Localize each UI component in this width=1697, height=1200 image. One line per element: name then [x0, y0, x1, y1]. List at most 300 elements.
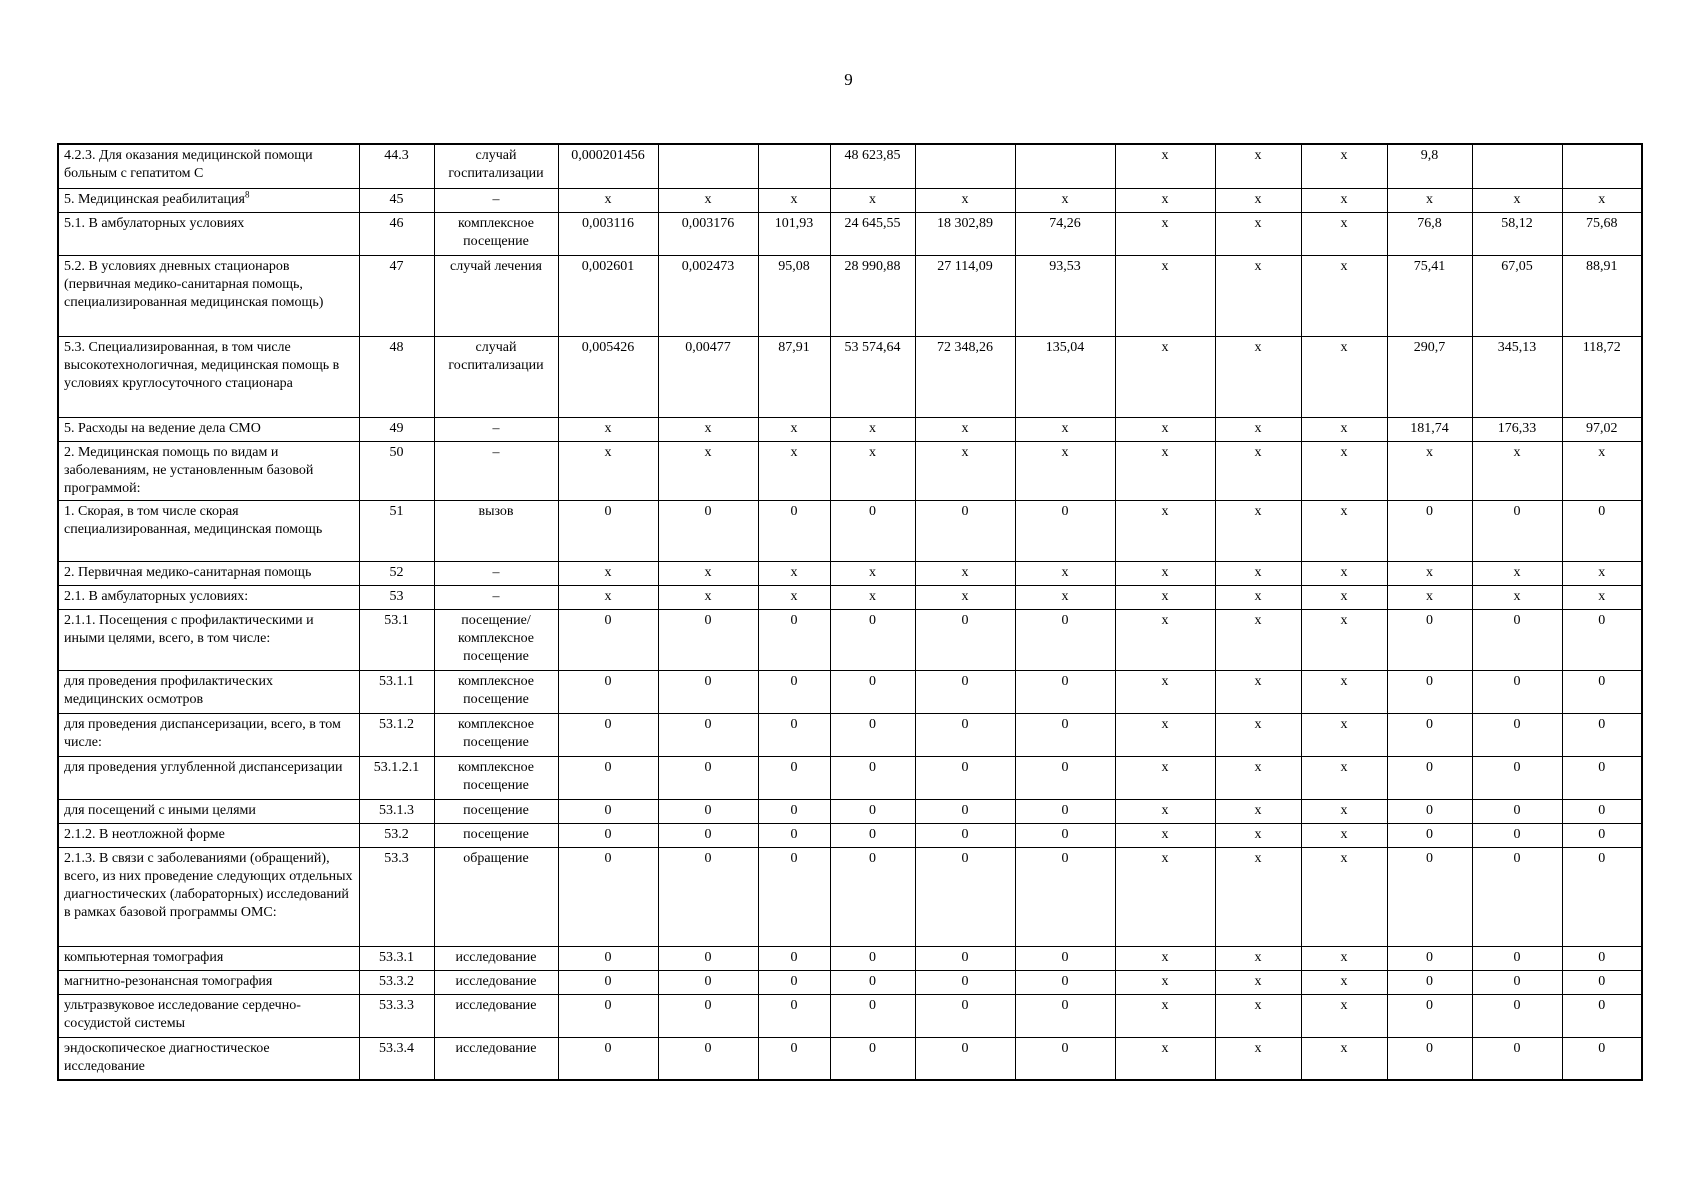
table-row [58, 500, 1642, 561]
row-name-cell [58, 585, 359, 609]
value-cell: х [1301, 585, 1387, 609]
value-cell: х [1215, 847, 1301, 946]
value-cell: 0 [830, 500, 915, 561]
table-row [58, 756, 1642, 799]
value-cell: 176,33 [1472, 417, 1562, 441]
value-cell: 0 [830, 670, 915, 713]
value-cell: 0 [1015, 670, 1115, 713]
value-cell: 24 645,55 [830, 212, 915, 255]
value-cell: 0,002601 [558, 255, 658, 336]
value-cell: х [1115, 847, 1215, 946]
value-cell: х [658, 188, 758, 212]
value-cell: 0 [1015, 847, 1115, 946]
value-cell: 0 [830, 713, 915, 756]
value-cell: 0 [1472, 823, 1562, 847]
value-cell: х [1215, 144, 1301, 188]
value-cell: х [1115, 255, 1215, 336]
value-cell: х [558, 417, 658, 441]
value-cell: х [1115, 561, 1215, 585]
value-cell: х [1215, 441, 1301, 500]
value-cell: 0 [1472, 1037, 1562, 1080]
value-cell: 0 [1015, 713, 1115, 756]
row-name-cell [58, 188, 359, 212]
value-cell: 0 [558, 713, 658, 756]
value-cell: 0 [758, 799, 830, 823]
row-unit-cell: – [434, 188, 558, 212]
value-cell: х [1301, 441, 1387, 500]
value-cell: 0 [1562, 609, 1642, 670]
value-cell: 72 348,26 [915, 336, 1015, 417]
value-cell: х [1301, 144, 1387, 188]
row-name: для проведения профилактических медицинских осмотров [64, 673, 273, 707]
value-cell: 0 [658, 1037, 758, 1080]
value-cell: 0 [1015, 946, 1115, 970]
value-cell: х [1387, 585, 1472, 609]
value-cell: 9,8 [1387, 144, 1472, 188]
value-cell: 0 [1472, 994, 1562, 1037]
value-cell: х [1115, 994, 1215, 1037]
value-cell: 0 [558, 823, 658, 847]
value-cell: 0 [830, 823, 915, 847]
value-cell: х [1115, 970, 1215, 994]
table-row [58, 417, 1642, 441]
value-cell: 0 [1472, 756, 1562, 799]
row-name: 2. Первичная медико-санитарная помощь [64, 564, 312, 580]
value-cell: х [1215, 609, 1301, 670]
value-cell: 0 [915, 847, 1015, 946]
value-cell: 53 574,64 [830, 336, 915, 417]
value-cell: х [1472, 188, 1562, 212]
value-cell: 118,72 [1562, 336, 1642, 417]
value-cell: 0 [1387, 799, 1472, 823]
value-cell: х [915, 188, 1015, 212]
row-unit-cell: вызов [434, 500, 558, 561]
row-name-cell [58, 561, 359, 585]
row-code-cell: 50 [359, 441, 434, 500]
value-cell: х [1115, 417, 1215, 441]
value-cell: 0 [1015, 823, 1115, 847]
row-code-cell: 53.1 [359, 609, 434, 670]
value-cell: х [1115, 336, 1215, 417]
row-name: 2.1.3. В связи с заболеваниями (обращений), всего, из них проведение следующих отдельных диагностических (лабораторных) исследований в рамках базовой программы ОМС: [64, 850, 353, 920]
row-name-cell [58, 670, 359, 713]
value-cell: 0,000201456 [558, 144, 658, 188]
value-cell: 0 [658, 799, 758, 823]
row-code-cell: 47 [359, 255, 434, 336]
value-cell: х [1215, 1037, 1301, 1080]
row-name: ультразвуковое исследование сердечно-сосудистой системы [64, 997, 301, 1031]
value-cell: х [1301, 188, 1387, 212]
value-cell: х [1301, 823, 1387, 847]
value-cell: 0,005426 [558, 336, 658, 417]
value-cell: х [1115, 500, 1215, 561]
value-cell: х [1215, 823, 1301, 847]
value-cell: 0 [658, 500, 758, 561]
value-cell: 0 [1472, 946, 1562, 970]
table-row [58, 188, 1642, 212]
table-row [58, 799, 1642, 823]
table-row [58, 609, 1642, 670]
value-cell: 58,12 [1472, 212, 1562, 255]
value-cell: 0 [758, 970, 830, 994]
value-cell: 0 [558, 847, 658, 946]
row-unit-cell: – [434, 585, 558, 609]
value-cell: 345,13 [1472, 336, 1562, 417]
value-cell: 88,91 [1562, 255, 1642, 336]
value-cell: х [830, 441, 915, 500]
row-name: 5. Медицинская реабилитация [64, 191, 245, 207]
row-name-cell [58, 946, 359, 970]
value-cell: 0 [1562, 946, 1642, 970]
table-row [58, 946, 1642, 970]
value-cell: х [1301, 847, 1387, 946]
value-cell: 0 [1472, 609, 1562, 670]
value-cell: 0 [1472, 670, 1562, 713]
row-code-cell: 53.1.1 [359, 670, 434, 713]
value-cell: 0 [658, 970, 758, 994]
value-cell: 0 [558, 994, 658, 1037]
value-cell: х [1215, 713, 1301, 756]
row-code-cell: 48 [359, 336, 434, 417]
row-name-cell [58, 336, 359, 417]
row-code-cell: 49 [359, 417, 434, 441]
value-cell: 0 [758, 994, 830, 1037]
table-row [58, 212, 1642, 255]
table-row [58, 1037, 1642, 1080]
row-unit-cell: посещение [434, 823, 558, 847]
row-name: 2.1.2. В неотложной форме [64, 826, 225, 842]
value-cell: 0 [830, 799, 915, 823]
value-cell: х [1115, 1037, 1215, 1080]
value-cell: х [658, 417, 758, 441]
row-unit-cell: комплексное посещение [434, 670, 558, 713]
value-cell: х [1015, 188, 1115, 212]
value-cell: 0 [758, 847, 830, 946]
table-row [58, 255, 1642, 336]
value-cell: х [1115, 713, 1215, 756]
value-cell: 0 [658, 756, 758, 799]
row-name-cell [58, 713, 359, 756]
row-name-cell [58, 500, 359, 561]
row-name: 5.3. Специализированная, в том числе высокотехнологичная, медицинская помощь в условиях круглосуточного стационара [64, 339, 340, 391]
value-cell [1562, 144, 1642, 188]
value-cell: х [1301, 417, 1387, 441]
value-cell: 0 [915, 970, 1015, 994]
value-cell: 0 [758, 1037, 830, 1080]
value-cell: х [915, 561, 1015, 585]
value-cell: 0 [558, 609, 658, 670]
value-cell: х [1387, 561, 1472, 585]
row-unit-cell: случай госпитализации [434, 336, 558, 417]
value-cell: 0 [658, 994, 758, 1037]
row-name-cell [58, 970, 359, 994]
value-cell: х [658, 441, 758, 500]
row-unit-cell: посещение/ комплексное посещение [434, 609, 558, 670]
value-cell: 0 [915, 946, 1015, 970]
value-cell: 0 [1562, 970, 1642, 994]
value-cell: х [558, 585, 658, 609]
row-code-cell: 51 [359, 500, 434, 561]
value-cell: 0 [1562, 994, 1642, 1037]
value-cell: 0 [1387, 713, 1472, 756]
row-unit-cell: исследование [434, 970, 558, 994]
value-cell: 0 [1562, 1037, 1642, 1080]
value-cell: 95,08 [758, 255, 830, 336]
value-cell: х [1115, 609, 1215, 670]
value-cell: 0,003176 [658, 212, 758, 255]
value-cell: х [558, 561, 658, 585]
row-name-cell [58, 255, 359, 336]
row-name-cell [58, 212, 359, 255]
value-cell: 0 [1562, 670, 1642, 713]
row-unit-cell: – [434, 441, 558, 500]
value-cell: х [1115, 188, 1215, 212]
table-body [58, 144, 1642, 1080]
value-cell: 18 302,89 [915, 212, 1015, 255]
row-unit-cell: исследование [434, 1037, 558, 1080]
value-cell: 0 [658, 946, 758, 970]
value-cell: 67,05 [1472, 255, 1562, 336]
value-cell: х [1015, 585, 1115, 609]
row-code-cell: 53.1.2.1 [359, 756, 434, 799]
table-row [58, 144, 1642, 188]
value-cell: 290,7 [1387, 336, 1472, 417]
row-code-cell: 53 [359, 585, 434, 609]
table-row [58, 441, 1642, 500]
value-cell: х [658, 585, 758, 609]
value-cell: 27 114,09 [915, 255, 1015, 336]
value-cell: х [915, 585, 1015, 609]
value-cell: 0 [1387, 847, 1472, 946]
value-cell: 0 [1387, 500, 1472, 561]
row-unit-cell: случай лечения [434, 255, 558, 336]
value-cell: 28 990,88 [830, 255, 915, 336]
row-code-cell: 53.3 [359, 847, 434, 946]
table-row [58, 847, 1642, 946]
value-cell: 0 [915, 609, 1015, 670]
row-code-cell: 44.3 [359, 144, 434, 188]
row-code-cell: 53.1.2 [359, 713, 434, 756]
row-name-cell [58, 417, 359, 441]
data-table [57, 143, 1643, 1081]
value-cell: 0 [915, 1037, 1015, 1080]
value-cell: 0 [658, 609, 758, 670]
row-unit-cell: комплексное посещение [434, 212, 558, 255]
value-cell: 0 [758, 500, 830, 561]
value-cell: 0 [558, 1037, 658, 1080]
value-cell [915, 144, 1015, 188]
value-cell: х [1115, 799, 1215, 823]
value-cell: 0,00477 [658, 336, 758, 417]
value-cell: х [1215, 946, 1301, 970]
value-cell: 0 [1387, 670, 1472, 713]
row-name: для посещений с иными целями [64, 802, 256, 818]
value-cell: 87,91 [758, 336, 830, 417]
value-cell: х [1301, 500, 1387, 561]
value-cell: х [830, 188, 915, 212]
value-cell: 0 [1015, 756, 1115, 799]
table-row [58, 585, 1642, 609]
table-row [58, 970, 1642, 994]
value-cell: 0 [1472, 799, 1562, 823]
value-cell: 0 [1562, 823, 1642, 847]
value-cell: 0 [1472, 970, 1562, 994]
value-cell: х [1562, 585, 1642, 609]
value-cell: х [1115, 756, 1215, 799]
value-cell: 0 [558, 500, 658, 561]
value-cell: 0 [558, 970, 658, 994]
row-unit-cell: – [434, 417, 558, 441]
value-cell: 75,41 [1387, 255, 1472, 336]
footnote-mark: 8 [244, 188, 250, 199]
row-name-cell [58, 756, 359, 799]
value-cell: х [830, 561, 915, 585]
row-name-cell [58, 609, 359, 670]
value-cell: 0 [1387, 823, 1472, 847]
value-cell [1015, 144, 1115, 188]
value-cell: 0 [1562, 500, 1642, 561]
value-cell: 0 [915, 756, 1015, 799]
value-cell: х [1115, 946, 1215, 970]
value-cell: х [1015, 417, 1115, 441]
row-unit-cell: случай госпитализации [434, 144, 558, 188]
value-cell: х [1301, 946, 1387, 970]
value-cell: 0 [758, 609, 830, 670]
row-code-cell: 46 [359, 212, 434, 255]
table-row [58, 994, 1642, 1037]
row-unit-cell: комплексное посещение [434, 713, 558, 756]
value-cell: 0 [558, 670, 658, 713]
value-cell: х [1472, 561, 1562, 585]
row-unit-cell: комплексное посещение [434, 756, 558, 799]
row-code-cell: 53.3.2 [359, 970, 434, 994]
value-cell: 0 [758, 823, 830, 847]
value-cell: х [1215, 417, 1301, 441]
value-cell: 0 [558, 799, 658, 823]
value-cell: х [1215, 994, 1301, 1037]
value-cell: х [1301, 336, 1387, 417]
value-cell: х [1215, 561, 1301, 585]
value-cell: 0 [1472, 847, 1562, 946]
value-cell: х [1215, 970, 1301, 994]
value-cell: 0 [915, 713, 1015, 756]
row-name-cell [58, 994, 359, 1037]
row-name-cell [58, 823, 359, 847]
table-row [58, 823, 1642, 847]
value-cell: х [830, 417, 915, 441]
value-cell: х [758, 585, 830, 609]
value-cell: х [830, 585, 915, 609]
row-code-cell: 53.3.3 [359, 994, 434, 1037]
value-cell: 0 [1562, 847, 1642, 946]
value-cell [658, 144, 758, 188]
row-name: 2. Медицинская помощь по видам и заболеваниям, не установленным базовой программой: [64, 444, 314, 496]
value-cell [1472, 144, 1562, 188]
row-name: 5.1. В амбулаторных условиях [64, 215, 245, 231]
value-cell: х [558, 188, 658, 212]
value-cell: 0 [1472, 500, 1562, 561]
value-cell: х [1115, 144, 1215, 188]
row-name-cell [58, 799, 359, 823]
value-cell: х [758, 417, 830, 441]
value-cell: 0 [1472, 713, 1562, 756]
value-cell: 0 [1562, 756, 1642, 799]
value-cell: 0 [1387, 1037, 1472, 1080]
value-cell: 0 [1562, 799, 1642, 823]
value-cell: 0 [830, 609, 915, 670]
row-name: для проведения диспансеризации, всего, в том числе: [64, 716, 341, 750]
row-code-cell: 45 [359, 188, 434, 212]
page-number: 9 [844, 70, 853, 89]
row-name: эндоскопическое диагностическое исследование [64, 1040, 270, 1074]
value-cell: 0 [658, 847, 758, 946]
value-cell: 0 [1015, 609, 1115, 670]
value-cell: 0 [758, 756, 830, 799]
value-cell: 0 [658, 713, 758, 756]
value-cell: х [1215, 212, 1301, 255]
value-cell: 0 [915, 994, 1015, 1037]
value-cell: 0 [1015, 799, 1115, 823]
row-name: 4.2.3. Для оказания медицинской помощи больным с гепатитом С [64, 148, 313, 181]
value-cell: х [1215, 756, 1301, 799]
value-cell: 0 [1387, 756, 1472, 799]
value-cell: х [758, 441, 830, 500]
row-name: для проведения углубленной диспансеризации [64, 759, 343, 775]
value-cell: 48 623,85 [830, 144, 915, 188]
row-unit-cell: обращение [434, 847, 558, 946]
table-row [58, 670, 1642, 713]
value-cell: х [1562, 561, 1642, 585]
row-name-cell [58, 847, 359, 946]
value-cell: 0 [1015, 994, 1115, 1037]
value-cell: 0 [830, 970, 915, 994]
value-cell: х [558, 441, 658, 500]
value-cell: 0 [830, 1037, 915, 1080]
value-cell: 0 [830, 946, 915, 970]
row-code-cell: 52 [359, 561, 434, 585]
value-cell: х [1115, 670, 1215, 713]
value-cell: 0 [915, 670, 1015, 713]
value-cell: х [758, 561, 830, 585]
value-cell: 0 [558, 756, 658, 799]
value-cell: 0,003116 [558, 212, 658, 255]
value-cell: х [1301, 255, 1387, 336]
value-cell: х [1115, 441, 1215, 500]
value-cell: 0 [758, 713, 830, 756]
value-cell: 0 [1562, 713, 1642, 756]
value-cell: 0 [658, 670, 758, 713]
row-unit-cell: исследование [434, 994, 558, 1037]
value-cell: 135,04 [1015, 336, 1115, 417]
row-name-cell [58, 441, 359, 500]
value-cell: 0 [830, 756, 915, 799]
row-name-cell [58, 1037, 359, 1080]
value-cell: х [1015, 441, 1115, 500]
value-cell: х [1015, 561, 1115, 585]
value-cell: х [1215, 799, 1301, 823]
value-cell: х [1301, 799, 1387, 823]
value-cell: 0 [558, 946, 658, 970]
value-cell: х [1472, 585, 1562, 609]
row-code-cell: 53.1.3 [359, 799, 434, 823]
table-row [58, 561, 1642, 585]
value-cell: 0 [915, 500, 1015, 561]
value-cell: х [1301, 713, 1387, 756]
value-cell: х [1115, 585, 1215, 609]
value-cell: х [1215, 255, 1301, 336]
value-cell: 0 [830, 994, 915, 1037]
value-cell: х [1301, 994, 1387, 1037]
